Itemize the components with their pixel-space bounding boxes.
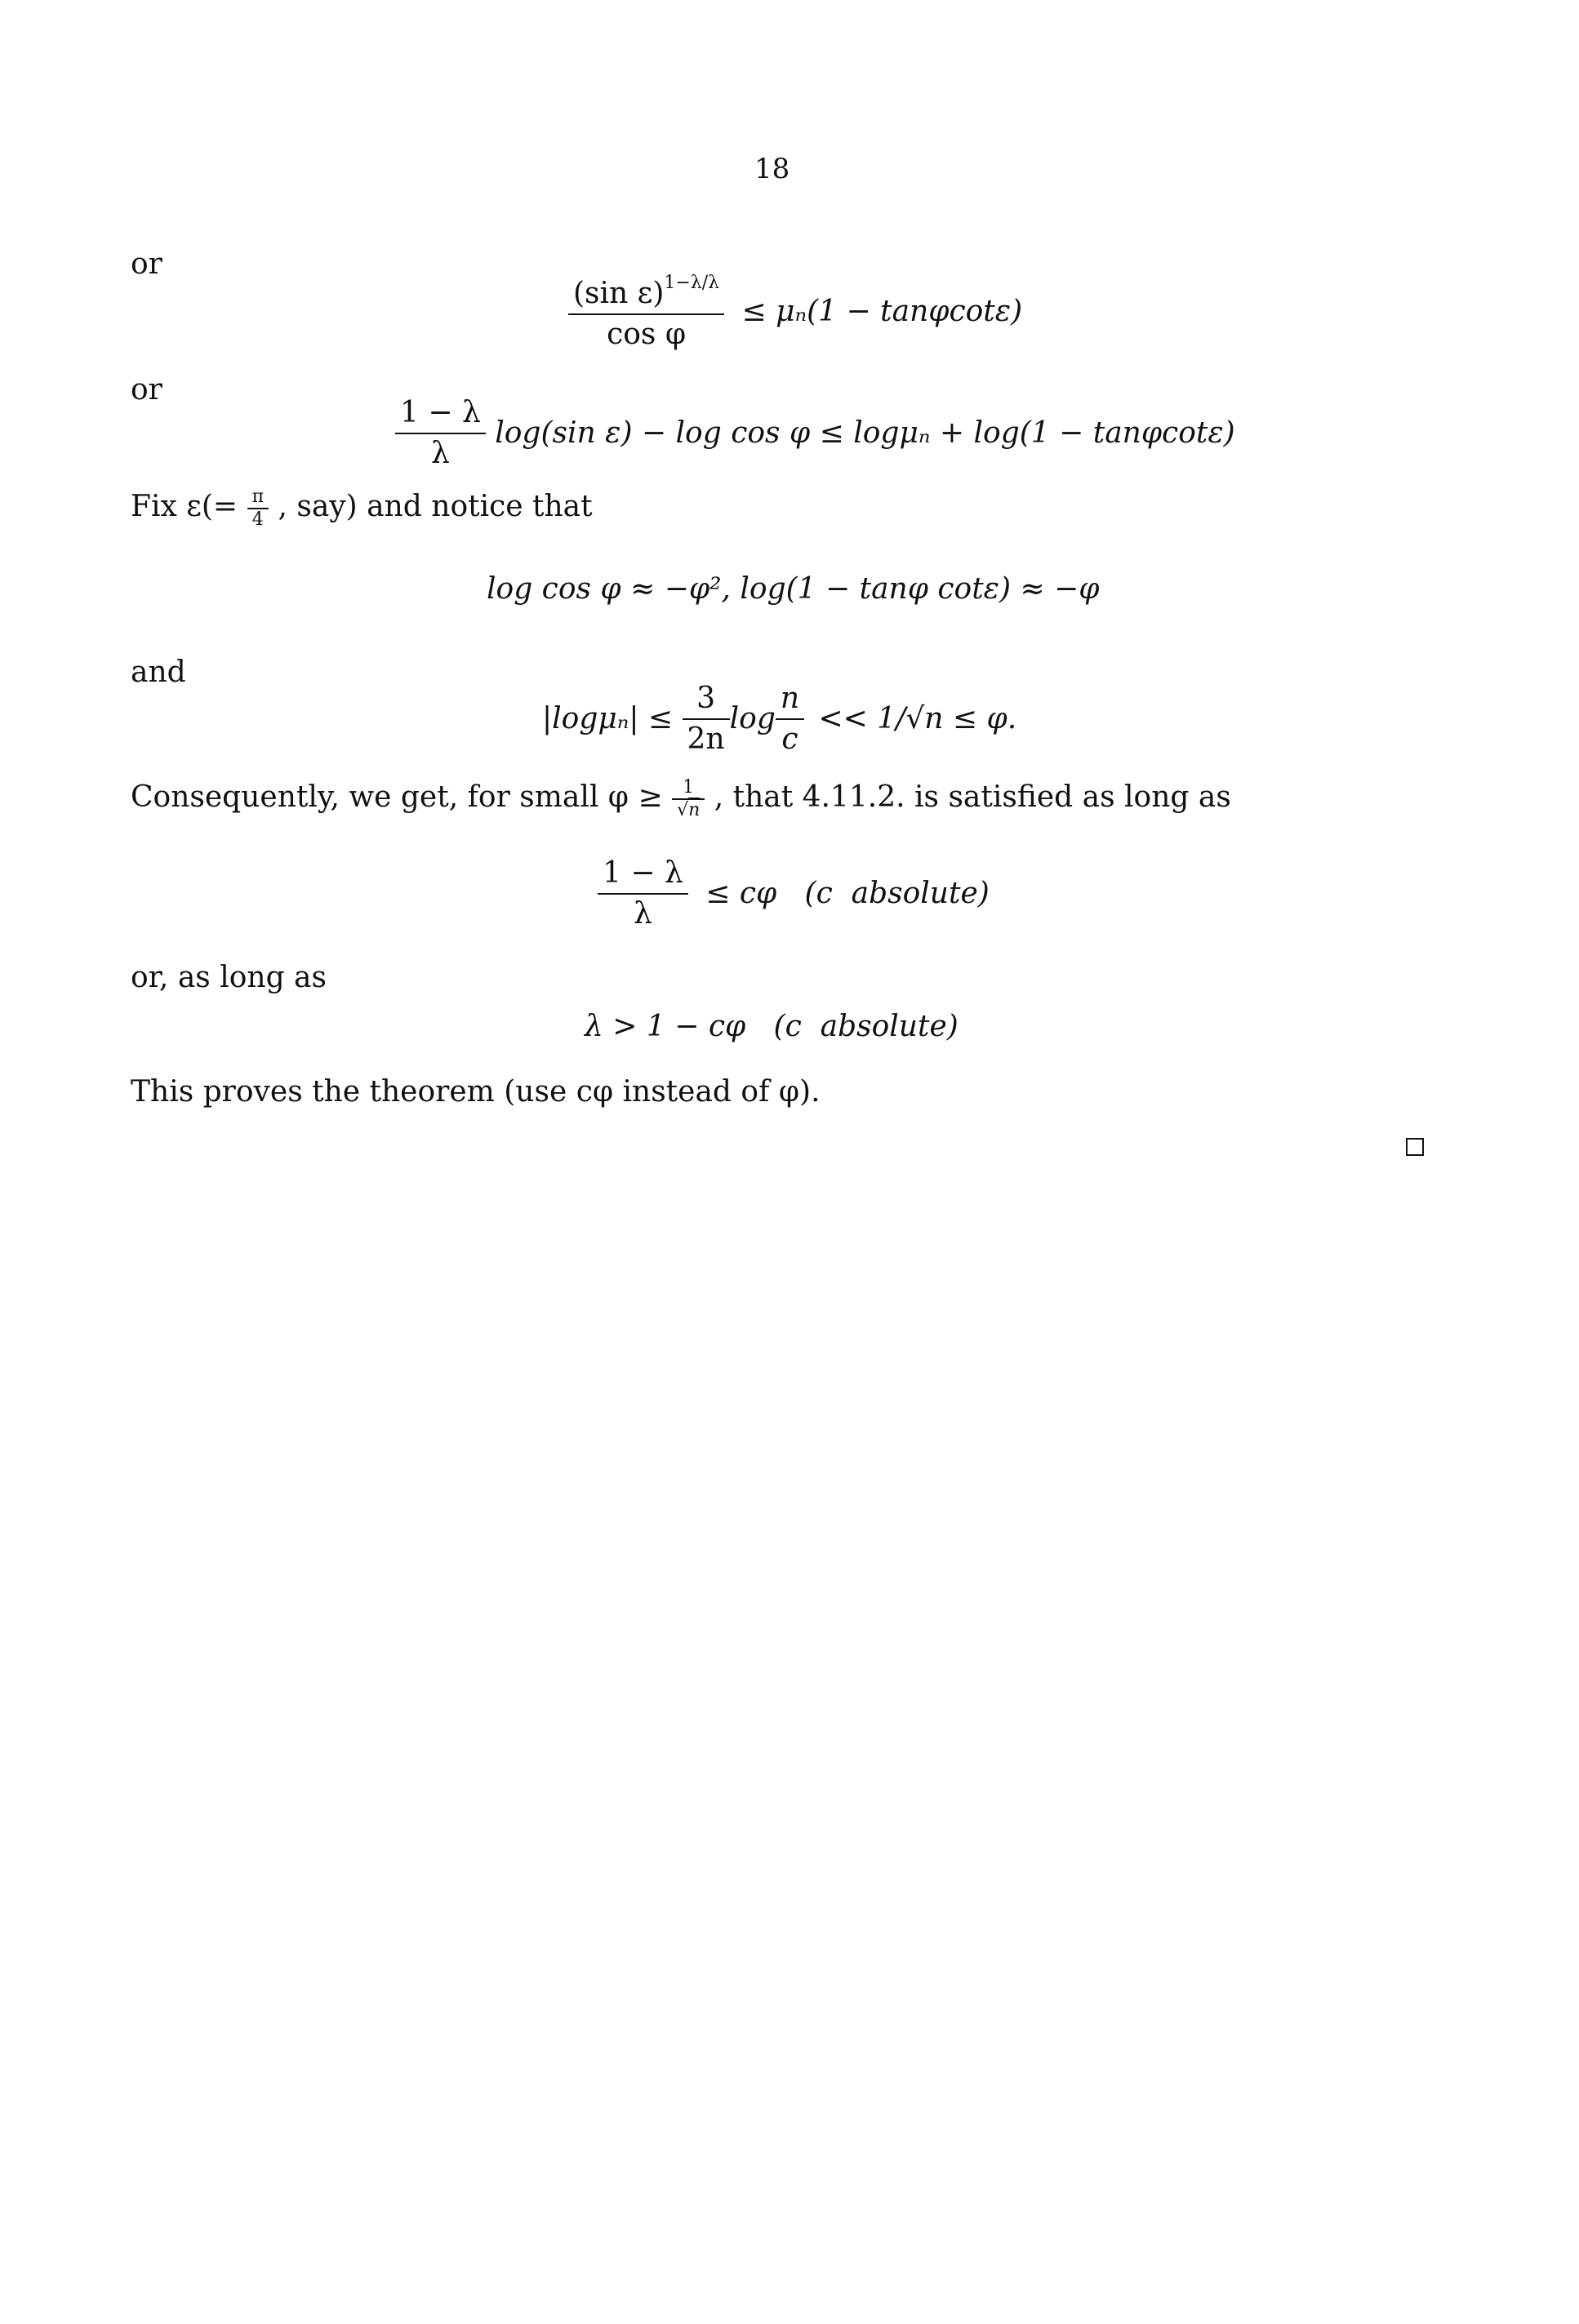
fix-part-2: , say) and notice that (278, 490, 593, 523)
eq5-fraction (598, 856, 688, 931)
equation-5 (598, 856, 990, 931)
eq4-numerator: 3 (683, 684, 730, 720)
eq4-numerator-2: n (776, 684, 804, 720)
eq5-rhs: ≤ cφ (c absolute) (705, 877, 990, 910)
eq2-numerator: 1 − λ (395, 398, 486, 434)
qed-square-icon (1406, 1138, 1424, 1156)
eq4-lhs: |logμₙ| ≤ (542, 702, 674, 735)
eq1-numerator: (sin ε) (573, 277, 665, 310)
eq2-rhs: log(sin ε) − log cos φ ≤ logμₙ + log(1 − tanφcotε) (495, 416, 1235, 450)
text-proves-theorem: This proves the theorem (use cφ instead of φ). (131, 1075, 821, 1109)
equation-4 (542, 684, 1016, 754)
eq5-denominator: λ (633, 897, 652, 931)
equation-6: λ > 1 − cφ (c absolute) (585, 1010, 959, 1043)
eq4-fraction-1 (683, 684, 730, 754)
text-fix-epsilon (131, 488, 593, 529)
equation-2 (395, 398, 1235, 469)
equation-3: log cos φ ≈ −φ², log(1 − tanφ cotε) ≈ −φ (487, 572, 1100, 606)
eq4-denominator-2: c (781, 722, 798, 756)
eq1-fraction (568, 274, 724, 349)
fix-4: 4 (251, 509, 264, 530)
equation-1 (568, 274, 1022, 349)
eq1-exponent: 1−λ/λ (664, 273, 720, 293)
eq1-denominator: cos φ (607, 318, 687, 351)
eq4-rhs: << 1/√n ≤ φ. (818, 702, 1017, 735)
text-or-2: or (131, 373, 162, 407)
conseq-fraction: $\frac{1}{√n}$ (672, 779, 705, 820)
conseq-part-1: Consequently, we get, for small φ ≥ (131, 780, 663, 814)
fix-pi: π (247, 488, 269, 509)
fix-part-1: Fix ε(= (131, 490, 238, 523)
conseq-part-2: , that 4.11.2. is satisfied as long as (714, 780, 1231, 814)
eq1-rhs: ≤ μₙ(1 − tanφcotε) (741, 295, 1023, 328)
eq5-numerator: 1 − λ (598, 859, 688, 895)
eq4-fraction-2 (776, 684, 804, 754)
eq2-fraction (395, 398, 486, 469)
text-or-1: or (131, 247, 162, 281)
fix-fraction (247, 488, 269, 529)
text-or-as-long-as: or, as long as (131, 961, 327, 994)
eq2-denominator: λ (430, 437, 450, 470)
page-number: 18 (754, 153, 790, 185)
text-and: and (131, 655, 186, 689)
eq4-log: log (729, 702, 776, 735)
text-consequently (131, 779, 1231, 820)
eq4-denominator: 2n (687, 722, 725, 756)
